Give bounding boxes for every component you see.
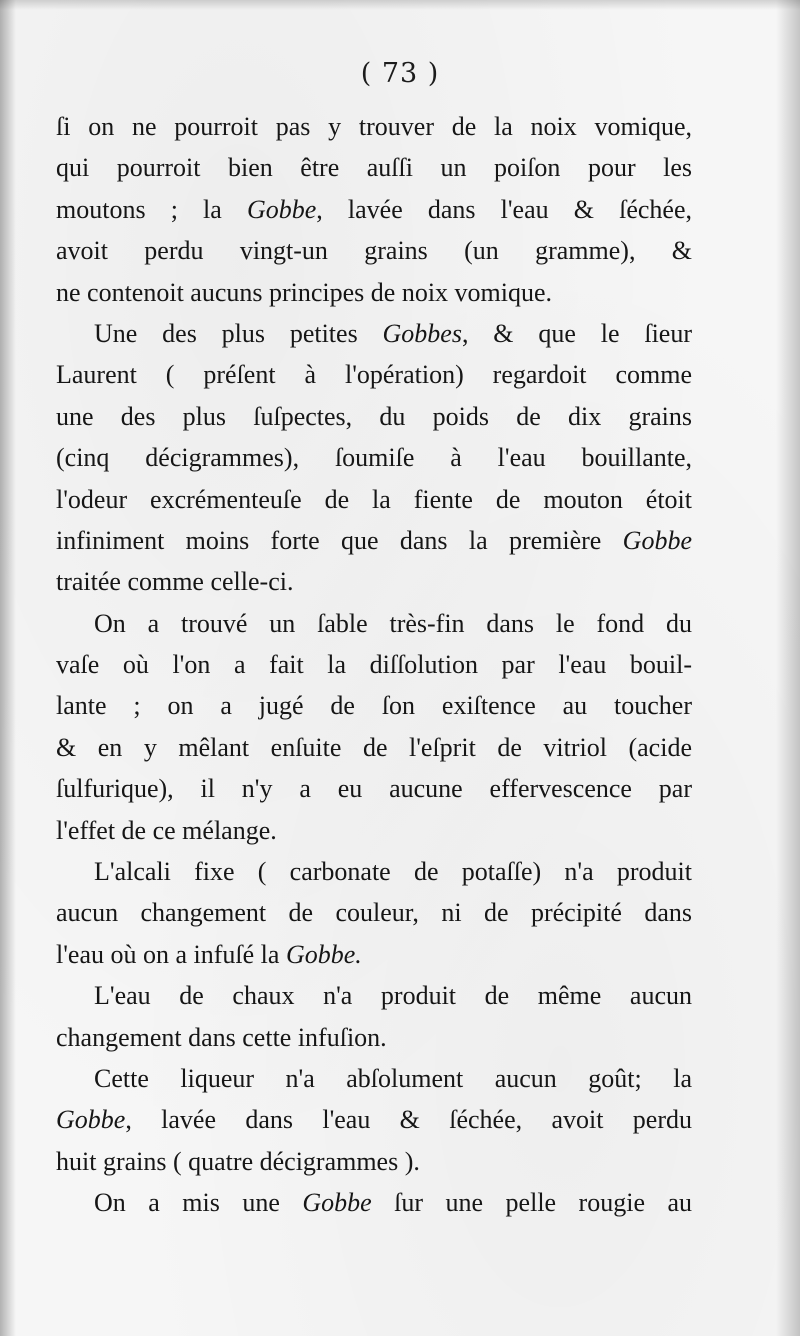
italic-term: Gobbe	[56, 1105, 126, 1135]
text-segment: ne contenoit aucuns principes de noix vomique.	[56, 277, 553, 307]
text-line	[56, 768, 692, 809]
text-segment: , lavée dans l'eau & ſéchée,	[316, 194, 692, 224]
text-segment: vaſe où l'on a fait la diſſolution par l'eau bouil-	[56, 650, 692, 680]
text-line	[56, 603, 692, 644]
text-segment: une des plus ſuſpectes, du poids de dix grains	[56, 401, 692, 431]
text-line	[56, 437, 692, 478]
text-line	[56, 975, 692, 1016]
text-segment: qui pourroit bien être auſſi un poiſon pour les	[56, 153, 692, 183]
text-segment: traitée comme celle-ci.	[56, 567, 294, 597]
text-line	[56, 1017, 692, 1058]
text-segment: l'effet de ce mélange.	[56, 815, 277, 845]
text-line	[56, 147, 692, 188]
page-edge-shadow-right	[776, 0, 800, 1336]
text-line	[56, 644, 692, 685]
page-edge-shadow-top	[0, 0, 800, 10]
text-segment: L'alcali fixe ( carbonate de potaſſe) n'a produit	[94, 857, 692, 887]
text-segment: , & que le ſieur	[461, 318, 692, 348]
text-line	[56, 396, 692, 437]
text-segment: Laurent ( préſent à l'opération) regardoit comme	[56, 360, 692, 390]
text-line	[56, 106, 692, 147]
text-segment: huit grains ( quatre décigrammes ).	[56, 1146, 420, 1176]
text-line	[56, 354, 692, 395]
text-line	[56, 520, 692, 561]
text-line	[56, 934, 692, 975]
text-segment: aucun changement de couleur, ni de précipité dans	[56, 898, 692, 928]
text-segment: Cette liqueur n'a abſolument aucun goût; la	[94, 1063, 692, 1093]
text-line	[56, 727, 692, 768]
page-edge-shadow-left	[0, 0, 16, 1336]
text-segment: (cinq décigrammes), ſoumiſe à l'eau bouillante,	[56, 443, 692, 473]
text-segment: Une des plus petites	[94, 318, 383, 348]
italic-term: Gobbe	[246, 194, 317, 224]
text-line	[56, 1141, 692, 1182]
text-line	[56, 272, 692, 313]
text-segment: ſulfurique), il n'y a eu aucune effervescence par	[56, 774, 692, 804]
text-line	[56, 1182, 692, 1223]
text-line	[56, 685, 692, 726]
text-segment: , lavée dans l'eau & ſéchée, avoit perdu	[125, 1105, 692, 1135]
text-line	[56, 479, 692, 520]
text-segment: changement dans cette infuſion.	[56, 1022, 387, 1052]
text-line	[56, 851, 692, 892]
text-line	[56, 1058, 692, 1099]
text-line	[56, 1099, 692, 1140]
text-segment: On a mis une	[94, 1188, 303, 1218]
text-segment: L'eau de chaux n'a produit de même aucun	[94, 981, 692, 1011]
body-text	[56, 106, 692, 1224]
text-line	[56, 189, 692, 230]
text-segment: avoit perdu vingt-un grains (un gramme), &	[56, 236, 692, 266]
italic-term: Gobbes	[382, 318, 462, 348]
page-number: ( 73 )	[360, 58, 440, 89]
italic-term: Gobbe.	[285, 939, 362, 969]
text-line	[56, 313, 692, 354]
italic-term: Gobbe	[302, 1188, 372, 1218]
text-segment: l'odeur excrémenteuſe de la fiente de mouton étoit	[56, 484, 692, 514]
text-line	[56, 892, 692, 933]
text-segment: ſur une pelle rougie au	[371, 1188, 693, 1218]
text-segment: ſi on ne pourroit pas y trouver de la noix vomique,	[56, 112, 692, 141]
italic-term: Gobbe	[622, 525, 692, 555]
text-segment: On a trouvé un ſable très-fin dans le fond du	[94, 608, 692, 638]
text-segment: & en y mêlant enſuite de l'eſprit de vitriol (acide	[56, 732, 692, 762]
text-segment: l'eau où on a infuſé la	[56, 939, 286, 969]
text-line	[56, 810, 692, 851]
text-line	[56, 230, 692, 271]
text-segment: infiniment moins forte que dans la première	[56, 525, 623, 555]
text-segment: lante ; on a jugé de ſon exiſtence au toucher	[56, 691, 692, 721]
text-line	[56, 561, 692, 602]
text-segment: moutons ; la	[56, 194, 247, 224]
